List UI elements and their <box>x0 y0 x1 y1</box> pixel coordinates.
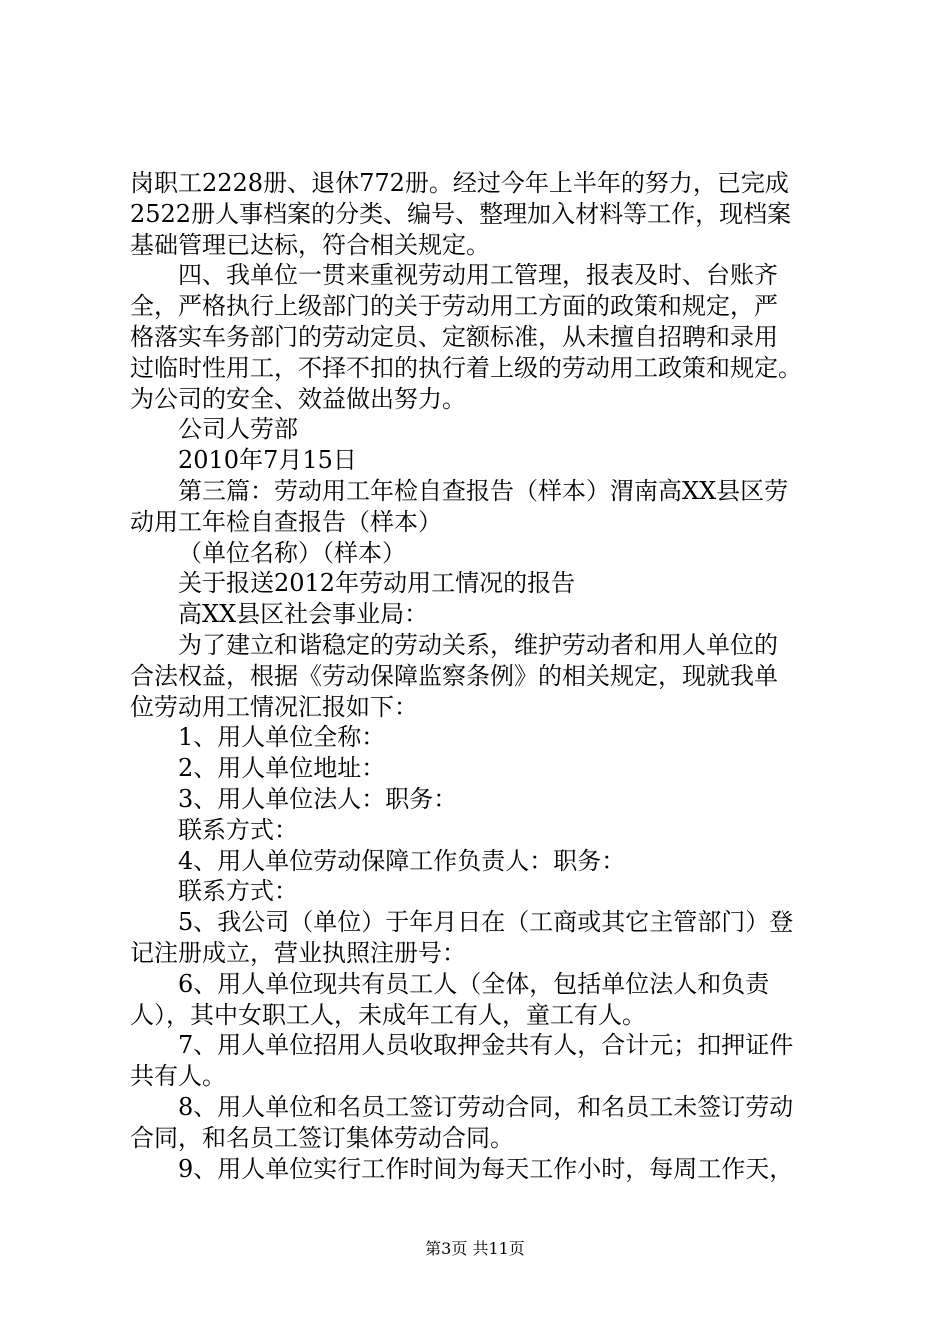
document-body <box>130 168 830 1184</box>
text-line: 为了建立和谐稳定的劳动关系，维护劳动者和用人单位的 <box>178 630 778 659</box>
text-line: 基础管理已达标，符合相关规定。 <box>130 230 490 259</box>
page-number-footer: 第3页 共11页 <box>425 1239 525 1258</box>
list-item: 3、用人单位法人：职务： <box>178 784 458 813</box>
list-item: 7、用人单位招用人员收取押金共有人，合计元；扣押证件 <box>178 1031 794 1060</box>
list-item-continued: 记注册成立，营业执照注册号： <box>130 938 466 967</box>
signature-date: 2010年7月15日 <box>178 446 357 475</box>
section-heading-continued: 动用工年检自查报告（样本） <box>130 507 442 536</box>
text-line: 合法权益，根据《劳动保障监察条例》的相关规定，现就我单 <box>130 661 778 690</box>
list-item: 1、用人单位全称： <box>178 723 386 752</box>
list-item: 5、我公司（单位）于年月日在（工商或其它主管部门）登 <box>178 908 794 937</box>
text-line: 位劳动用工情况汇报如下： <box>130 692 418 721</box>
list-item-continued: 人），其中女职工人，未成年工有人，童工有人。 <box>130 1000 646 1029</box>
text-line: 四、我单位一贯来重视劳动用工管理，报表及时、台账齐 <box>178 261 778 290</box>
list-item-continued: 共有人。 <box>130 1062 226 1091</box>
unit-name-placeholder: （单位名称）（样本） <box>178 538 406 567</box>
list-item-contact: 联系方式： <box>178 877 298 906</box>
list-item: 8、用人单位和名员工签订劳动合同，和名员工未签订劳动 <box>178 1092 794 1121</box>
text-line: 为公司的安全、效益做出努力。 <box>130 384 466 413</box>
section-heading: 第三篇：劳动用工年检自查报告（样本）渭南高XX县区劳 <box>178 476 789 505</box>
text-line: 2522册人事档案的分类、编号、整理加入材料等工作，现档案 <box>130 199 792 228</box>
list-item: 4、用人单位劳动保障工作负责人：职务： <box>178 846 626 875</box>
text-line: 格落实车务部门的劳动定员、定额标准，从未擅自招聘和录用 <box>130 322 778 351</box>
addressee: 高XX县区社会事业局： <box>178 600 429 629</box>
list-item-contact: 联系方式： <box>178 815 298 844</box>
text-line: 过临时性用工，不择不扣的执行着上级的劳动用工政策和规定。 <box>130 353 802 382</box>
list-item: 9、用人单位实行工作时间为每天工作小时，每周工作天， <box>178 1154 794 1183</box>
list-item-continued: 合同，和名员工签订集体劳动合同。 <box>130 1123 514 1152</box>
signature-department: 公司人劳部 <box>178 415 298 444</box>
text-line: 岗职工2228册、退休772册。经过今年上半年的努力，已完成 <box>130 169 789 197</box>
list-item: 6、用人单位现共有员工人（全体，包括单位法人和负责 <box>178 969 770 998</box>
report-title: 关于报送2012年劳动用工情况的报告 <box>178 569 576 598</box>
text-line: 全，严格执行上级部门的关于劳动用工方面的政策和规定，严 <box>130 292 778 321</box>
list-item: 2、用人单位地址： <box>178 754 386 783</box>
